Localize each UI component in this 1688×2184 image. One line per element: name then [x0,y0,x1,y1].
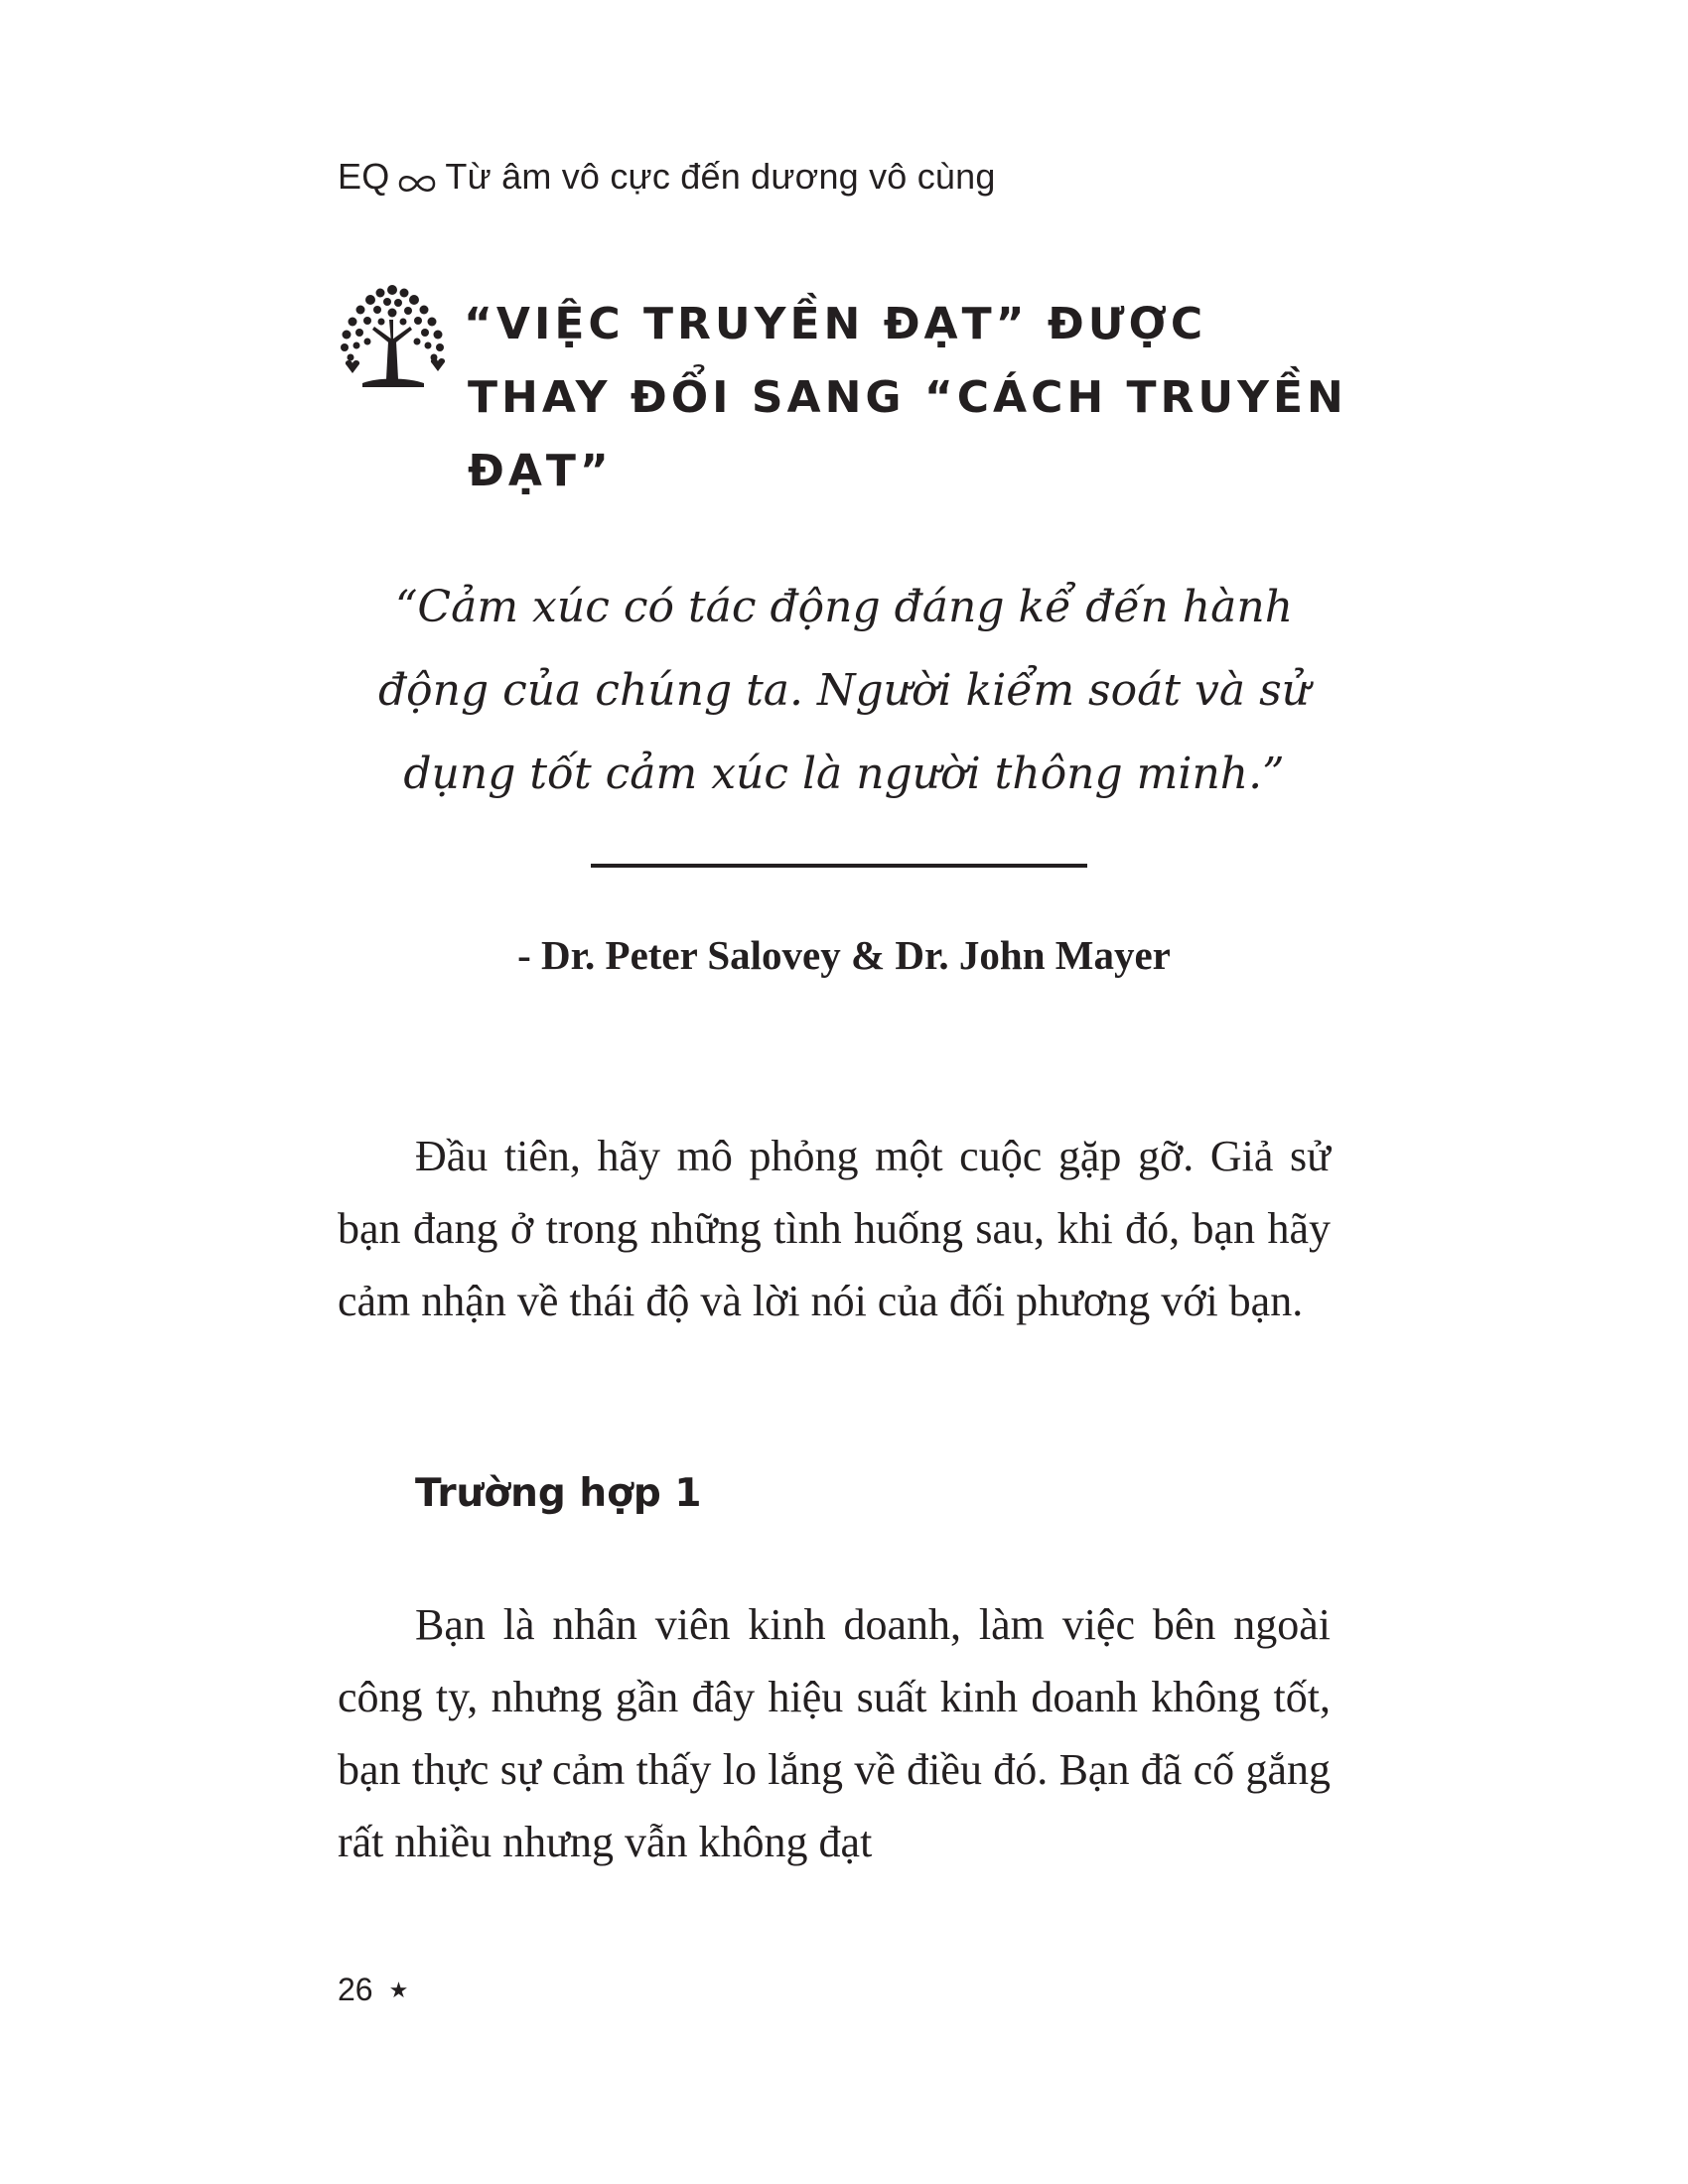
star-icon: ★ [388,1977,409,2002]
tree-icon [333,280,452,397]
running-header [338,151,996,203]
case-heading: Trường hợp 1 [415,1471,702,1516]
epigraph-attribution: - Dr. Peter Salovey & Dr. John Mayer [517,932,1171,978]
body-paragraph-1: Đầu tiên, hãy mô phỏng một cuộc gặp gỡ. Giả sử bạn đang ở trong những tình huống sau, khi đó, bạn hãy cảm nhận về thái độ và lời nói của đối phương với bạn. [338,1132,1331,1325]
chapter-title-line-2: THAY ĐỔI SANG “CÁCH TRUYỀN ĐẠT” [468,372,1347,496]
chapter-title [459,288,1352,508]
book-code: EQ [338,156,390,197]
page-footer [338,1972,408,2008]
epigraph-quote: “Cảm xúc có tác động đáng kể đến hành động của chúng ta. Người kiểm soát và sử dụng tốt cảm xúc là người thông minh.” [377,582,1311,799]
book-title: Từ âm vô cực đến dương vô cùng [445,156,996,197]
epigraph-divider [591,864,1087,868]
page-number: 26 [338,1972,373,2007]
infinity-icon [397,164,437,190]
chapter-title-line-1: “VIỆC TRUYỀN ĐẠT” ĐƯỢC [464,299,1207,349]
body-paragraph-2: Bạn là nhân viên kinh doanh, làm việc bên ngoài công ty, nhưng gần đây hiệu suất kinh doanh không tốt, bạn thực sự cảm thấy lo lắng về điều đó. Bạn đã cố gắng rất nhiều nhưng vẫn không đạt [338,1600,1331,1866]
